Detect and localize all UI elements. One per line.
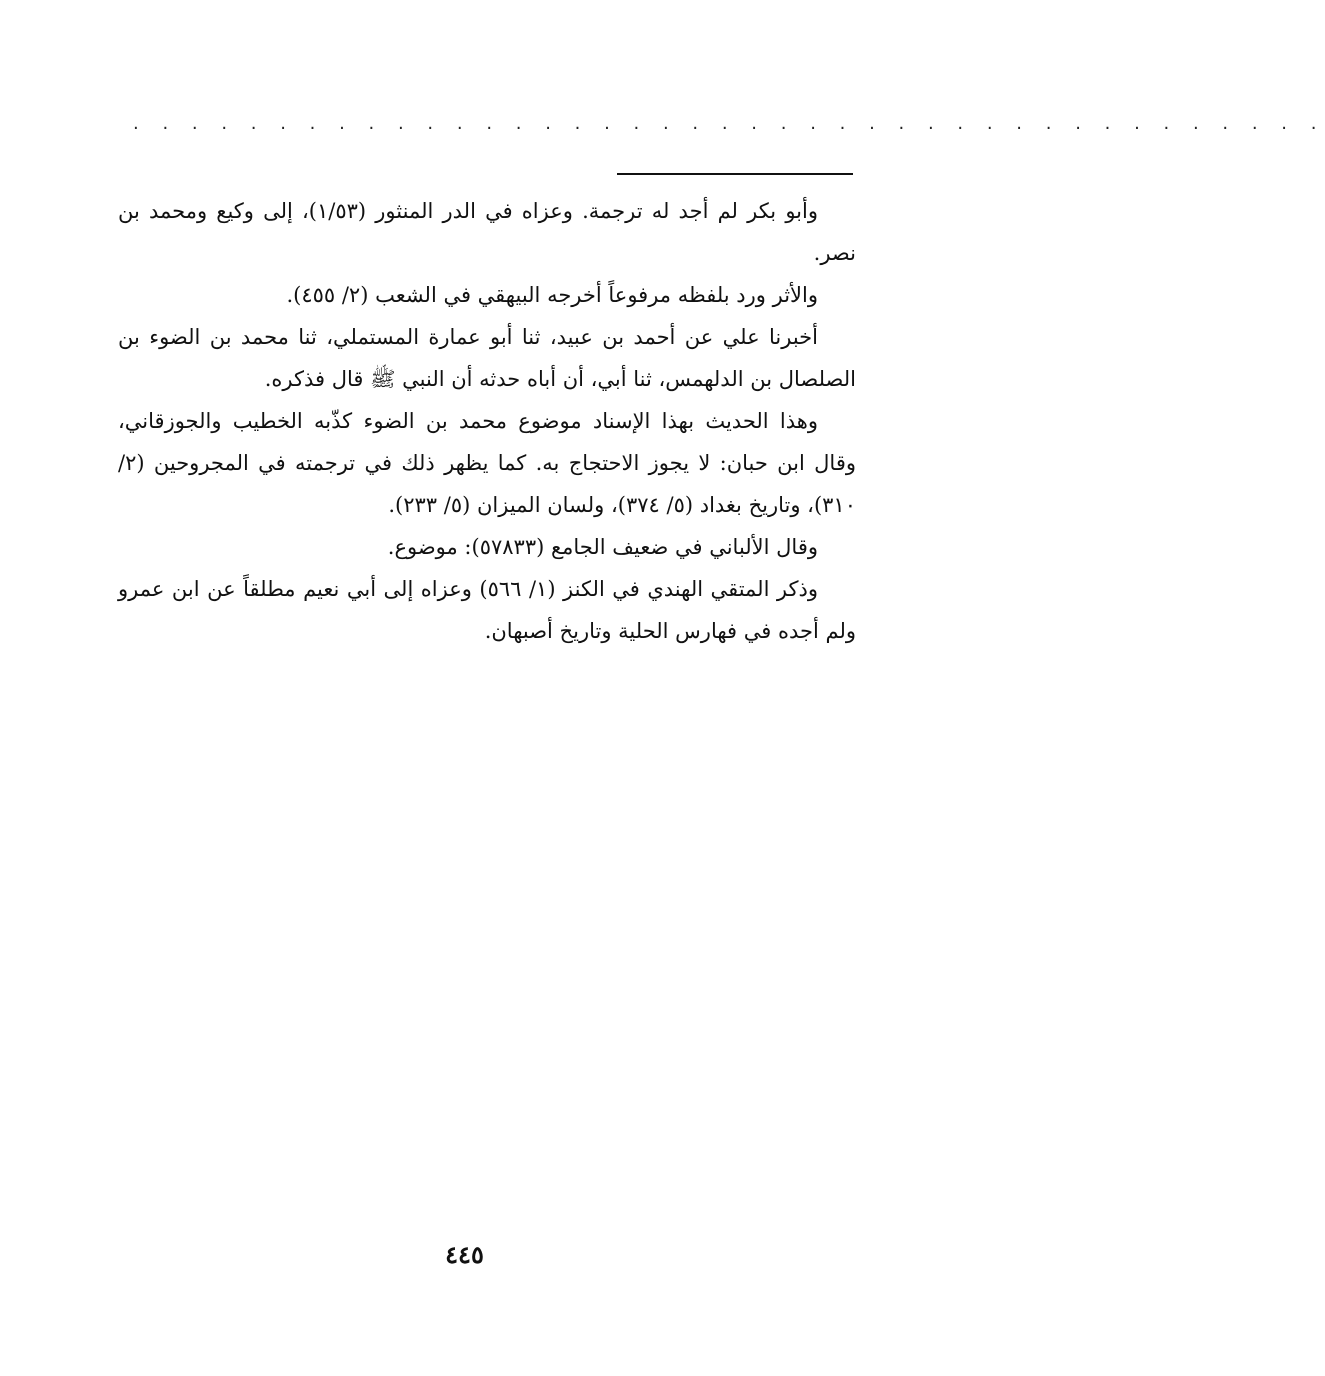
footnote-rule	[617, 173, 853, 175]
footnote-paragraph: والأثر ورد بلفظه مرفوعاً أخرجه البيهقي في الشعب (٢/ ٤٥٥).	[286, 283, 818, 307]
footnote-paragraph: وهذا الحديث بهذا الإسناد موضوع محمد بن الضوء كذّبه الخطيب والجوزقاني، وقال ابن حبان: لا يجوز الاحتجاج به. كما يظهر ذلك في ترجمته في المجروحين (٢/ ٣١٠)، وتاريخ بغداد (٥/ ٣٧٤)، ولسان الميزان (٥/ ٢٣٣).	[118, 409, 856, 517]
footnote-paragraph: وأبو بكر لم أجد له ترجمة. وعزاه في الدر المنثور (١/٥٣)، إلى وكيع ومحمد بن نصر.	[118, 199, 856, 265]
dotted-separator: . . . . . . . . . . . . . . . . . . . . . . . . . . . . . . . . . . . . . . . . .	[133, 113, 1325, 134]
footnote-paragraph: أخبرنا علي عن أحمد بن عبيد، ثنا أبو عمارة المستملي، ثنا محمد بن الضوء بن الصلصال بن الدلهمس، ثنا أبي، أن أباه حدثه أن النبي ﷺ قال فذكره.	[118, 325, 856, 391]
footnote-paragraph: وذكر المتقي الهندي في الكنز (١/ ٥٦٦) وعزاه إلى أبي نعيم مطلقاً عن ابن عمرو ولم أجده في فهارس الحلية وتاريخ أصبهان.	[118, 577, 856, 643]
footnote-paragraph: وقال الألباني في ضعيف الجامع (٥٧٨٣٣): موضوع.	[387, 535, 818, 559]
footnotes-section	[118, 190, 856, 652]
page-number: ٤٤٥	[445, 1240, 484, 1269]
